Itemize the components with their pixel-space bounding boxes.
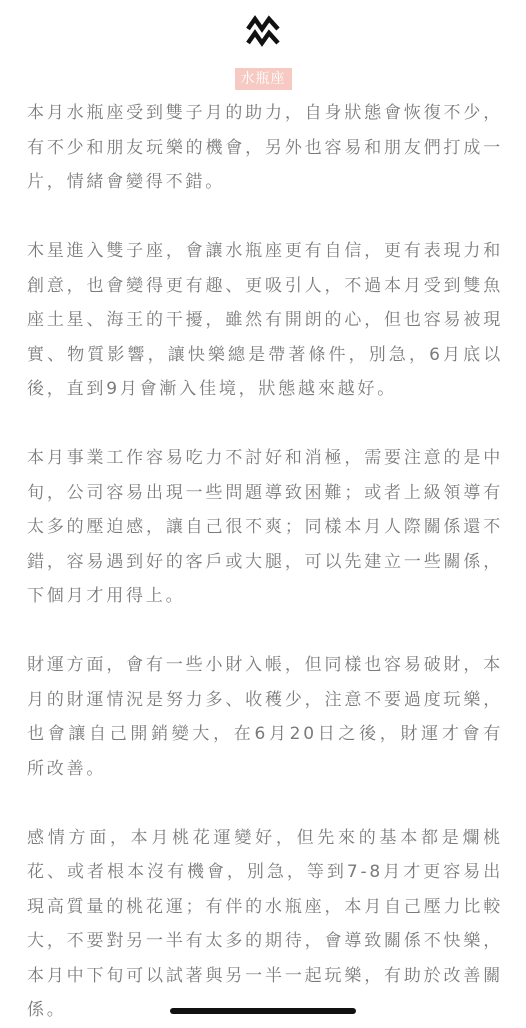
home-indicator-bar[interactable] <box>170 1008 356 1014</box>
paragraph-love: 感情方面，本月桃花運變好，但先來的基本都是爛桃花、或者根本沒有機會，別急，等到7-8月才更容易出現高質量的桃花運；有伴的水瓶座，本月自己壓力比較大，不要對另一半有太多的期待，會導致關係不快樂，本月中下旬可以試著與另一半一起玩樂，有助於改善關係。 <box>27 827 503 1020</box>
title-row <box>0 68 526 90</box>
paragraph-wealth: 財運方面，會有一些小財入帳，但同樣也容易破財，本月的財運情況是努力多、收穫少，注意不要過度玩樂，也會讓自己開銷變大，在6月20日之後，財運才會有所改善。 <box>27 655 503 779</box>
paragraph-overview: 本月水瓶座受到雙子月的助力，自身狀態會恢復不少，有不少和朋友玩樂的機會，另外也容易和朋友們打成一片，情緒會變得不錯。 <box>27 103 503 192</box>
sign-title-badge: 水瓶座 <box>235 68 292 90</box>
article-body <box>27 96 503 1028</box>
paragraph-jupiter: 木星進入雙子座，會讓水瓶座更有自信，更有表現力和創意，也會變得更有趣、更吸引人，不過本月受到雙魚座土星、海王的干擾，雖然有開朗的心，但也容易被現實、物質影響，讓快樂總是帶著條件，別急，6月底以後，直到9月會漸入佳境，狀態越來越好。 <box>27 241 503 399</box>
aquarius-icon <box>246 14 280 48</box>
paragraph-career: 本月事業工作容易吃力不討好和消極，需要注意的是中旬，公司容易出現一些問題導致困難；或者上級領導有太多的壓迫感，讓自己很不爽；同樣本月人際關係還不錯，容易遇到好的客戶或大腿，可以先建立一些關係，下個月才用得上。 <box>27 448 503 606</box>
